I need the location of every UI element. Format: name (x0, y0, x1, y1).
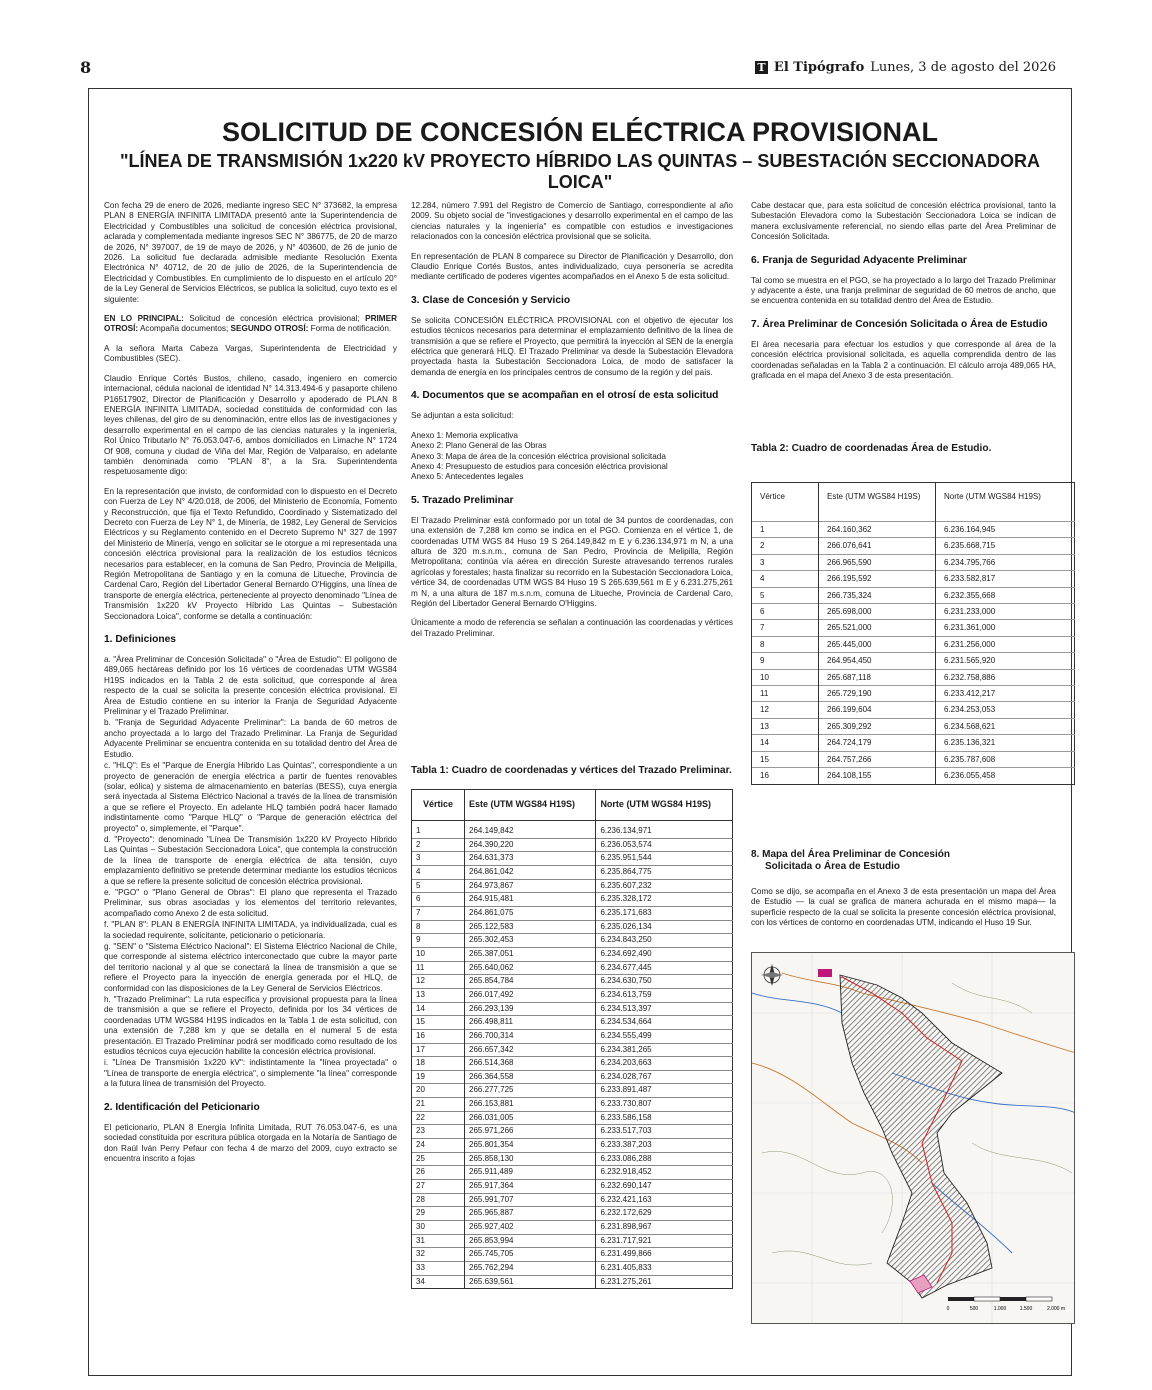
north-coordinate-cell: 6.235.171,683 (596, 906, 733, 920)
north-coordinate-cell: 6.233.412,217 (936, 686, 1075, 702)
table-row (752, 653, 1075, 669)
table-header: Norte (UTM WGS84 H19S) (596, 790, 733, 821)
vertex-number-cell: 15 (412, 1016, 465, 1030)
section-heading-definitions: 1. Definiciones (104, 634, 176, 646)
representation-paragraph: En la representación que invisto, de conformidad con lo dispuesto en el Decreto con Fuerza de Ley N° 4/20.018, de 2006, del Ministerio de Economía, Fomento y Reconstrucción, que fija el Texto Refundido, Coordinado y Sistematizado del Decreto con Fuerza de Ley N° 1, de Minería, de 1982, Ley General de Servicios Eléctricos y su Reglamento contenido en el Decreto Supremo N° 327 de 1997 del Ministerio de Minería, vengo en solicitar se le otorgue a mi representada una concesión eléctrica provisional para la realización de los estudios técnicos necesarios para establecer, en la comuna de San Pedro, Provincia de Melipilla, Región Metropolitana de Santiago y en la comuna de Litueche, Provincia de Cardenal Caro, Región del Libertador General Bernardo O'Higgins, una línea de transporte de energía eléctrica, perteneciente al proyecto denominado "Línea de Transmisión 1x220 kV Proyecto Híbrido Las Quintas – Subestación Seccionadora Loica", conforme se detalla a continuación: (104, 486, 397, 621)
east-coordinate-cell: 264.757,266 (819, 751, 936, 767)
section-heading-route: 5. Trazado Preliminar (411, 494, 514, 506)
table-row (412, 1111, 733, 1125)
east-coordinate-cell: 265.745,705 (465, 1248, 596, 1262)
vertex-number-cell: 22 (412, 1111, 465, 1125)
map-heading-line-1: 8. Mapa del Área Preliminar de Concesión (751, 849, 950, 860)
table-row (412, 1084, 733, 1098)
north-coordinate-cell: 6.231.233,000 (936, 604, 1075, 620)
vertex-number-cell: 16 (752, 768, 819, 784)
east-coordinate-cell: 264.390,220 (465, 838, 596, 852)
north-coordinate-cell: 6.234.203,663 (596, 1057, 733, 1071)
table-row (412, 1152, 733, 1166)
vertex-number-cell: 13 (412, 988, 465, 1002)
vertex-number-cell: 32 (412, 1248, 465, 1262)
east-coordinate-cell: 266.364,558 (465, 1070, 596, 1084)
north-coordinate-cell: 6.231.565,920 (936, 653, 1075, 669)
north-coordinate-cell: 6.234.568,621 (936, 718, 1075, 734)
scale-label: 2.000 m (1046, 1306, 1066, 1312)
scale-label: 1.000 (993, 1306, 1007, 1312)
vertex-number-cell: 3 (412, 852, 465, 866)
vertex-number-cell: 9 (412, 934, 465, 948)
vertex-number-cell: 19 (412, 1070, 465, 1084)
definitions-list (104, 655, 397, 1090)
vertex-number-cell: 29 (412, 1207, 465, 1221)
north-coordinate-cell: 6.233.582,817 (936, 571, 1075, 587)
vertex-number-cell: 23 (412, 1125, 465, 1139)
east-coordinate-cell: 266.498,811 (465, 1016, 596, 1030)
east-coordinate-cell: 265.854,784 (465, 975, 596, 989)
newspaper-logo-icon: T (755, 61, 768, 74)
route-paragraph: El Trazado Preliminar está conformado por un total de 34 puntos de coordenadas, con una extensión de 7,288 km como se indica en el PGO. Comienza en el vértice 1, de coordenadas UTM WGS 84 Huso 19 S 264.149,842 m E y 6.236.134,971 m N, a una altura de 320 m.s.n.m., comuna de San Pedro, Provincia de Melipilla, Región Metropolitana; continúa vía aérea en dirección Sureste atravesando terrenos rurales agrícolas y forestales; hasta finalizar su recorrido en la Subestación Seccionadora Loica, vértice 34, de coordenadas UTM WGS 84 Huso 19 S 265.639,561 m E y 6.231.275,261 m N, a una altura de 187 m.s.n.m, comuna de Litueche, Provincia de Cardenal Caro, Región del Libertador General Bernardo O'Higgins. (411, 515, 733, 608)
section-heading-petitioner: 2. Identificación del Peticionario (104, 1101, 260, 1113)
vertex-number-cell: 2 (412, 838, 465, 852)
vertex-number-cell: 10 (752, 669, 819, 685)
east-coordinate-cell: 264.861,042 (465, 865, 596, 879)
vertex-number-cell: 11 (412, 961, 465, 975)
north-coordinate-cell: 6.235.668,715 (936, 538, 1075, 554)
annex-list (411, 431, 733, 483)
annex-item: Anexo 5: Antecedentes legales (411, 472, 524, 482)
north-coordinate-cell: 6.234.028,767 (596, 1070, 733, 1084)
vertex-number-cell: 8 (752, 636, 819, 652)
area-paragraph: El área necesaria para efectuar los estudios y que corresponde al área de la concesión eléctrica provisional solicitada, es aquella comprendida dentro de las coordenadas señaladas en la Tabla 2 a continuación. El cálculo arroja 489,065 HA, graficada en el mapa del Anexo 3 de esta presentación. (751, 339, 1056, 381)
east-coordinate-cell: 265.911,489 (465, 1166, 596, 1180)
strip-paragraph: Tal como se muestra en el PGO, se ha proyectado a lo largo del Trazado Preliminar y adyacente a éste, una franja preliminar de seguridad de 60 metros de ancho, que se encuentra contenida en su totalidad dentro del Área de Estudio. (751, 275, 1056, 306)
section-heading-documents: 4. Documentos que se acompañan en el otrosí de esta solicitud (411, 390, 719, 402)
substation-marker (818, 969, 832, 977)
vertex-number-cell: 6 (412, 893, 465, 907)
table-row (412, 1275, 733, 1289)
table-row (412, 1070, 733, 1084)
east-coordinate-cell: 265.917,364 (465, 1180, 596, 1194)
attached-intro: Se adjuntan a esta solicitud: (411, 411, 514, 421)
notice-frame (88, 88, 1072, 1376)
section-heading-safety-strip: 6. Franja de Seguridad Adyacente Preliminar (751, 254, 967, 266)
principal-label: EN LO PRINCIPAL: (104, 314, 184, 324)
vertex-number-cell: 16 (412, 1029, 465, 1043)
note-paragraph: Cabe destacar que, para esta solicitud de concesión eléctrica provisional, tanto la Subestación Elevadora como la Subestación Seccionadora Loica se indican de manera exclusivamente referencial, no siendo ellas parte del Área Preliminar de Concesión Solicitada. (751, 201, 1056, 242)
principal-text: Solicitud de concesión eléctrica provisional; (183, 314, 366, 324)
column-3 (751, 201, 1056, 390)
map-heading-line-2: Solicitada o Área de Estudio (765, 861, 901, 872)
vertex-number-cell: 15 (752, 751, 819, 767)
vertex-number-cell: 20 (412, 1084, 465, 1098)
registry-paragraph: 12.284, número 7.991 del Registro de Comercio de Santiago, correspondiente al año 2009. Su objeto social de "investigaciones y desarrollo experimental en el campo de las ciencias naturales y la ingeniería" es compatible con estudios e investigaciones relacionados con la concesión eléctrica provisional que se solicita. (411, 201, 733, 242)
east-coordinate-cell: 264.861,075 (465, 906, 596, 920)
east-coordinate-cell: 265.991,707 (465, 1193, 596, 1207)
north-coordinate-cell: 6.231.499,866 (596, 1248, 733, 1262)
table-row (412, 906, 733, 920)
segundo-otrosi-text: Forma de notificación. (308, 324, 392, 334)
section-heading-concession-class: 3. Clase de Concesión y Servicio (411, 294, 571, 306)
north-coordinate-cell: 6.236.134,971 (596, 821, 733, 839)
east-coordinate-cell: 265.445,000 (819, 636, 936, 652)
north-coordinate-cell: 6.234.677,445 (596, 961, 733, 975)
map-section-heading (751, 849, 1056, 873)
north-coordinate-cell: 6.235.864,775 (596, 865, 733, 879)
vertex-number-cell: 9 (752, 653, 819, 669)
east-coordinate-cell: 264.149,842 (465, 821, 596, 839)
north-coordinate-cell: 6.236.164,945 (936, 522, 1075, 538)
table-row (412, 865, 733, 879)
definition-item: h. "Trazado Preliminar": La ruta específica y provisional propuesta para la línea de transmisión a que se refiere el Proyecto, definida por los 34 vértices de coordenadas UTM WGS84 H19S indicados en la Tabla 1 de esta solicitud, con una extensión de 7,288 km y que se detalla en el numeral 5 de esta presentación. El Trazado Preliminar podrá ser modificado como resultado de los estudios técnicos cuya ejecución habilite la concesión eléctrica provisional. (104, 995, 397, 1057)
petitioner-paragraph: El peticionario, PLAN 8 Energía Infinita Limitada, RUT 76.053.047-6, es una sociedad constituida por escritura pública otorgada en la Notaría de Santiago de don Raúl Iván Perry Pefaur con fecha 4 de marzo del 2009, cuyo extracto se encuentra inscrito a fojas (104, 1122, 397, 1163)
north-coordinate-cell: 6.234.613,759 (596, 988, 733, 1002)
east-coordinate-cell: 265.927,402 (465, 1221, 596, 1235)
publication-date: Lunes, 3 de agosto del 2026 (870, 60, 1056, 75)
north-coordinate-cell: 6.233.891,487 (596, 1084, 733, 1098)
reference-paragraph: Únicamente a modo de referencia se señalan a continuación las coordenadas y vértices del Trazado Preliminar. (411, 618, 733, 638)
east-coordinate-cell: 266.293,139 (465, 1002, 596, 1016)
north-coordinate-cell: 6.234.513,397 (596, 1002, 733, 1016)
east-coordinate-cell: 264.160,362 (819, 522, 936, 538)
east-coordinate-cell: 265.309,292 (819, 718, 936, 734)
table-row (412, 920, 733, 934)
north-coordinate-cell: 6.233.517,703 (596, 1125, 733, 1139)
scale-label: 1.500 (1019, 1306, 1033, 1312)
table-row (412, 1029, 733, 1043)
east-coordinate-cell: 266.657,342 (465, 1043, 596, 1057)
vertex-number-cell: 7 (412, 906, 465, 920)
addressee-paragraph: A la señora Marta Cabeza Vargas, Superintendenta de Electricidad y Combustibles (SEC). (104, 343, 397, 364)
table-row (752, 686, 1075, 702)
east-coordinate-cell: 266.076,641 (819, 538, 936, 554)
east-coordinate-cell: 265.302,453 (465, 934, 596, 948)
table-row (752, 702, 1075, 718)
study-area-map (751, 952, 1075, 1324)
table-row (412, 1262, 733, 1276)
vertex-number-cell: 21 (412, 1098, 465, 1112)
table-row (412, 961, 733, 975)
east-coordinate-cell: 265.122,583 (465, 920, 596, 934)
annex-item: Anexo 2: Plano General de las Obras (411, 441, 547, 451)
east-coordinate-cell: 264.108,155 (819, 768, 936, 784)
vertex-number-cell: 27 (412, 1180, 465, 1194)
table-row (412, 1234, 733, 1248)
table-row (412, 1002, 733, 1016)
north-coordinate-cell: 6.234.253,053 (936, 702, 1075, 718)
north-coordinate-cell: 6.231.361,000 (936, 620, 1075, 636)
map-scale-bar (947, 1297, 1065, 1312)
north-coordinate-cell: 6.231.275,261 (596, 1275, 733, 1289)
table-row (752, 751, 1075, 767)
table-row (412, 1248, 733, 1262)
north-coordinate-cell: 6.234.381,265 (596, 1043, 733, 1057)
north-coordinate-cell: 6.231.256,000 (936, 636, 1075, 652)
vertex-number-cell: 7 (752, 620, 819, 636)
table-row (412, 879, 733, 893)
east-coordinate-cell: 265.639,561 (465, 1275, 596, 1289)
service-paragraph: Se solicita CONCESIÓN ELÉCTRICA PROVISIONAL con el objetivo de ejecutar los estudios técnicos necesarios para determinar el emplazamiento definitivo de la línea de transmisión a que se refiere el Proyecto, que permitirá la inyección al SEN de la energía eléctrica que generará HLQ. El Trazado Preliminar va desde la Subestación Elevadora proyectada hasta la Subestación Seccionadora Loica, de modo de satisfacer la demanda de energía en los principales centros de consumo de la región y del país. (411, 315, 733, 377)
table-header: Este (UTM WGS84 H19S) (819, 483, 936, 522)
vertex-number-cell: 12 (752, 702, 819, 718)
north-coordinate-cell: 6.234.843,250 (596, 934, 733, 948)
annex-item: Anexo 1: Memoria explicativa (411, 430, 518, 440)
vertex-number-cell: 4 (752, 571, 819, 587)
definition-item: i. "Línea De Transmisión 1x220 kV": indistintamente la "línea proyectada" o "Línea de transporte de energía eléctrica", o simplemente "la línea" corresponde a la futura línea de transmisión del Proyecto. (104, 1058, 397, 1089)
table-row (412, 1193, 733, 1207)
east-coordinate-cell: 266.017,492 (465, 988, 596, 1002)
east-coordinate-cell: 265.521,000 (819, 620, 936, 636)
table-2-study-area (751, 482, 1075, 785)
map-graphic (752, 953, 1075, 1324)
east-coordinate-cell: 265.687,118 (819, 669, 936, 685)
east-coordinate-cell: 266.153,881 (465, 1098, 596, 1112)
table-row (412, 1125, 733, 1139)
table-row (412, 1043, 733, 1057)
table-row (412, 1180, 733, 1194)
table-header: Este (UTM WGS84 H19S) (465, 790, 596, 821)
north-coordinate-cell: 6.231.405,833 (596, 1262, 733, 1276)
representation-paragraph: En representación de PLAN 8 comparece su Director de Planificación y Desarrollo, don Claudio Enrique Cortés Bustos, antes individualizado, cuya personería se acredita mediante certificado de poderes vigentes acompañados en el Anexo 5 de esta solicitud. (411, 251, 733, 282)
table-row (412, 934, 733, 948)
north-coordinate-cell: 6.232.172,629 (596, 1207, 733, 1221)
table-row (752, 538, 1075, 554)
table-row (752, 554, 1075, 570)
north-coordinate-cell: 6.234.692,490 (596, 947, 733, 961)
east-coordinate-cell: 264.954,450 (819, 653, 936, 669)
table-header: Vértice (412, 790, 465, 821)
east-coordinate-cell: 265.965,887 (465, 1207, 596, 1221)
east-coordinate-cell: 265.729,190 (819, 686, 936, 702)
table-row (412, 893, 733, 907)
table-row (752, 522, 1075, 538)
vertex-number-cell: 28 (412, 1193, 465, 1207)
table-header: Norte (UTM WGS84 H19S) (936, 483, 1075, 522)
table-row (412, 821, 733, 839)
vertex-number-cell: 12 (412, 975, 465, 989)
east-coordinate-cell: 265.971,266 (465, 1125, 596, 1139)
otrosi-paragraph (104, 314, 397, 335)
definition-item: a. "Área Preliminar de Concesión Solicitada" o "Área de Estudio": El polígono de 489,065 hectáreas definido por los 16 vértices de coordenadas UTM WGS84 H19S indicados en la Tabla 2 de esta solicitud, que corresponde al área respecto de la cual se solicita la presente concesión eléctrica provisional. El Área de Estudio contiene en su interior la Franja de Seguridad Adyacente Preliminar y el Trazado Preliminar. (104, 655, 397, 717)
east-coordinate-cell: 265.640,062 (465, 961, 596, 975)
vertex-number-cell: 14 (412, 1002, 465, 1016)
east-coordinate-cell: 265.762,294 (465, 1262, 596, 1276)
vertex-number-cell: 3 (752, 554, 819, 570)
vertex-number-cell: 17 (412, 1043, 465, 1057)
north-coordinate-cell: 6.236.053,574 (596, 838, 733, 852)
vertex-number-cell: 13 (752, 718, 819, 734)
east-coordinate-cell: 266.277,725 (465, 1084, 596, 1098)
applicant-paragraph: Claudio Enrique Cortés Bustos, chileno, casado, ingeniero en comercio internacional, cédula nacional de identidad N° 14.313.494-6 y pasaporte chileno P16517902, Director de Planificación y Desarrollo y apoderado de PLAN 8 ENERGÍA INFINITA LIMITADA, sociedad constituida de conformidad con las leyes chilenas, del giro de su denominación, entre ellos las de investigaciones y desarrollo experimental en el campo de las ciencias naturales y la ingeniería, Rol Único Tributario N° 76.053.047-6, ambos domiciliados en Limache N° 1724 Of 908, comuna y ciudad de Viña del Mar, Región de Valparaíso, en adelante también denominada como "PLAN 8", a la Sra. Superintendenta respetuosamente digo: (104, 373, 397, 477)
vertex-number-cell: 30 (412, 1221, 465, 1235)
north-coordinate-cell: 6.235.026,134 (596, 920, 733, 934)
notice-subheadline: "LÍNEA DE TRANSMISIÓN 1x220 kV PROYECTO HÍBRIDO LAS QUINTAS – SUBESTACIÓN SECCIONADORA LOICA" (120, 151, 1040, 192)
north-coordinate-cell: 6.233.086,288 (596, 1152, 733, 1166)
vertex-number-cell: 2 (752, 538, 819, 554)
vertex-number-cell: 11 (752, 686, 819, 702)
primer-otrosi-label: PRIMER OTROSÍ: (104, 314, 397, 334)
vertex-number-cell: 5 (752, 587, 819, 603)
table-row (752, 571, 1075, 587)
vertex-number-cell: 5 (412, 879, 465, 893)
definition-item: f. "PLAN 8": PLAN 8 ENERGÍA INFINITA LIMITADA, ya individualizada, cual es la sociedad requirente, solicitante, peticionario o peticionaria. (104, 920, 397, 940)
east-coordinate-cell: 266.735,324 (819, 587, 936, 603)
north-coordinate-cell: 6.235.951,544 (596, 852, 733, 866)
east-coordinate-cell: 265.853,994 (465, 1234, 596, 1248)
table-row (412, 1207, 733, 1221)
segundo-otrosi-label: SEGUNDO OTROSÍ: (230, 324, 309, 334)
map-description: Como se dijo, se acompaña en el Anexo 3 de esta presentación un mapa del Área de Estudio — la cual se grafica de manera achurada en el mismo mapa— la superficie respecto de la cual se solicita la presente concesión eléctrica provisional, con los vértices de contorno en coordenadas UTM, indicando el Huso 19 Sur. (751, 887, 1056, 928)
vertex-number-cell: 14 (752, 735, 819, 751)
vertex-number-cell: 6 (752, 604, 819, 620)
vertex-number-cell: 33 (412, 1262, 465, 1276)
table-row (412, 1057, 733, 1071)
north-coordinate-cell: 6.235.787,608 (936, 751, 1075, 767)
north-coordinate-cell: 6.233.586,158 (596, 1111, 733, 1125)
section-heading-study-area: 7. Área Preliminar de Concesión Solicitada o Área de Estudio (751, 318, 1048, 330)
vertex-number-cell: 25 (412, 1152, 465, 1166)
vertex-number-cell: 34 (412, 1275, 465, 1289)
north-coordinate-cell: 6.236.055,458 (936, 768, 1075, 784)
east-coordinate-cell: 266.965,590 (819, 554, 936, 570)
north-coordinate-cell: 6.232.758,886 (936, 669, 1075, 685)
study-area-polygon (840, 975, 1002, 1298)
column-1 (104, 201, 397, 1173)
vertex-number-cell: 4 (412, 865, 465, 879)
table-row (752, 768, 1075, 784)
scale-label: 0 (946, 1306, 950, 1312)
table-row (752, 604, 1075, 620)
east-coordinate-cell: 266.514,368 (465, 1057, 596, 1071)
north-coordinate-cell: 6.231.717,921 (596, 1234, 733, 1248)
vertex-number-cell: 26 (412, 1166, 465, 1180)
east-coordinate-cell: 265.858,130 (465, 1152, 596, 1166)
east-coordinate-cell: 265.387,051 (465, 947, 596, 961)
vertex-number-cell: 24 (412, 1139, 465, 1153)
north-coordinate-cell: 6.235.328,172 (596, 893, 733, 907)
table-header: Vértice (752, 483, 819, 522)
definition-item: b. "Franja de Seguridad Adyacente Preliminar": La banda de 60 metros de ancho proyectada a lo largo del Trazado Preliminar. La Franja de Seguridad Adyacente Preliminar se encuentra contenida en su totalidad dentro del Área de Estudio. (104, 718, 397, 759)
north-coordinate-cell: 6.234.534,664 (596, 1016, 733, 1030)
intro-paragraph: Con fecha 29 de enero de 2026, mediante ingreso SEC N° 373682, la empresa PLAN 8 ENERGÍA INFINITA LIMITADA presentó ante la Superintendencia de Electricidad y Combustibles una solicitud de concesión eléctrica provisional, aclarada y complementada mediante ingresos SEC N° 386775, de 20 de marzo de 2026, N° 397007, de 19 de mayo de 2026, y N° 403600, de 26 de junio de 2026. La solicitud fue declarada admisible mediante Resolución Exenta Electrónica N° 40712, de 20 de julio de 2026, de la Superintendencia de Electricidad y Combustibles. En cumplimiento de lo dispuesto en el artículo 20° de la Ley General de Servicios Eléctricos, se publica la solicitud, cuyo texto es el siguiente: (104, 201, 397, 304)
east-coordinate-cell: 266.199,604 (819, 702, 936, 718)
vertex-number-cell: 10 (412, 947, 465, 961)
column-2 (411, 201, 733, 648)
north-coordinate-cell: 6.231.898,967 (596, 1221, 733, 1235)
east-coordinate-cell: 265.698,000 (819, 604, 936, 620)
table-row (412, 1221, 733, 1235)
annex-item: Anexo 3: Mapa de área de la concesión eléctrica provisional solicitada (411, 451, 666, 461)
table-row (752, 718, 1075, 734)
definition-item: d. "Proyecto": denominado "Línea De Transmisión 1x220 kV Proyecto Híbrido Las Quintas – Subestación Seccionadora Loica", que contempla la construcción de la línea de transporte de energía eléctrica de alta tensión, cuyo emplazamiento definitivo se pretende determinar mediante los estudios técnicos a que se refiere la presente solicitud de concesión eléctrica provisional. (104, 834, 397, 886)
east-coordinate-cell: 264.724,179 (819, 735, 936, 751)
primer-otrosi-text: Acompaña documentos; (138, 324, 231, 334)
vertex-number-cell: 1 (752, 522, 819, 538)
north-coordinate-cell: 6.234.795,766 (936, 554, 1075, 570)
east-coordinate-cell: 266.700,314 (465, 1029, 596, 1043)
definition-item: g. "SEN" o "Sistema Eléctrico Nacional": El Sistema Eléctrico Nacional de Chile, que corresponde al sistema eléctrico interconectado que cubre la mayor parte del territorio nacional y al que se conectará la línea de transmisión a que se refiere el Proyecto para la inyección de energía generada por el HLQ, de conformidad con las disposiciones de la Ley General de Servicios Eléctricos. (104, 942, 397, 993)
east-coordinate-cell: 265.801,354 (465, 1139, 596, 1153)
table-row (752, 669, 1075, 685)
table-row (412, 1098, 733, 1112)
newspaper-name: El Tipógrafo (773, 60, 865, 75)
vertex-number-cell: 18 (412, 1057, 465, 1071)
vertex-number-cell: 8 (412, 920, 465, 934)
north-coordinate-cell: 6.234.555,499 (596, 1029, 733, 1043)
table-row (752, 620, 1075, 636)
definition-item: c. "HLQ": Es el "Parque de Energía Híbrido Las Quintas", correspondiente a un proyecto de generación de energía eléctrica a partir de fuentes renovables (solar, eólica) y sistema de almacenamiento en baterías (BESS), cuya energía será inyectada al Sistema Eléctrico Nacional a través de la línea de transmisión a que se refiere el Proyecto. En adelante HLQ también podrá hacer llamado indistintamente como "Parque HLQ" o "Parque de generación eléctrica del proyecto" o, simplemente, el "Parque". (104, 761, 397, 833)
page-number: 8 (80, 58, 92, 77)
north-coordinate-cell: 6.233.730,807 (596, 1098, 733, 1112)
table-row (752, 587, 1075, 603)
vertex-number-cell: 1 (412, 821, 465, 839)
east-coordinate-cell: 264.631,373 (465, 852, 596, 866)
notice-headline: SOLICITUD DE CONCESIÓN ELÉCTRICA PROVISIONAL (221, 117, 939, 147)
table-row (412, 975, 733, 989)
table-row (412, 852, 733, 866)
table-row (412, 1139, 733, 1153)
table-2-title: Tabla 2: Cuadro de coordenadas Área de Estudio. (751, 443, 992, 454)
north-coordinate-cell: 6.232.355,668 (936, 587, 1075, 603)
table-row (412, 947, 733, 961)
table-row (752, 735, 1075, 751)
table-row (752, 636, 1075, 652)
north-coordinate-cell: 6.235.607,232 (596, 879, 733, 893)
masthead (755, 60, 1056, 75)
scale-label: 500 (969, 1306, 979, 1312)
north-arrow-icon (761, 964, 783, 986)
table-row (412, 838, 733, 852)
annex-item: Anexo 4: Presupuesto de estudios para concesión eléctrica provisional (411, 461, 668, 471)
table-1-route-vertices (411, 789, 733, 1289)
table-1-title: Tabla 1: Cuadro de coordenadas y vértices del Trazado Preliminar. (411, 765, 732, 776)
east-coordinate-cell: 264.973,867 (465, 879, 596, 893)
east-coordinate-cell: 266.195,592 (819, 571, 936, 587)
definition-item: e. "PGO" o "Plano General de Obras": El plano que representa el Trazado Preliminar, sus obras asociadas y los elementos del territorio relevantes, acompañado como Anexo 2 de esta solicitud. (104, 887, 397, 918)
table-row (412, 1166, 733, 1180)
east-coordinate-cell: 264.915,481 (465, 893, 596, 907)
table-row (412, 988, 733, 1002)
north-coordinate-cell: 6.235.136,321 (936, 735, 1075, 751)
north-coordinate-cell: 6.232.918,452 (596, 1166, 733, 1180)
east-coordinate-cell: 266.031,005 (465, 1111, 596, 1125)
north-coordinate-cell: 6.232.421,163 (596, 1193, 733, 1207)
north-coordinate-cell: 6.232.690,147 (596, 1180, 733, 1194)
north-coordinate-cell: 6.233.387,203 (596, 1139, 733, 1153)
table-row (412, 1016, 733, 1030)
vertex-number-cell: 31 (412, 1234, 465, 1248)
north-coordinate-cell: 6.234.630,750 (596, 975, 733, 989)
